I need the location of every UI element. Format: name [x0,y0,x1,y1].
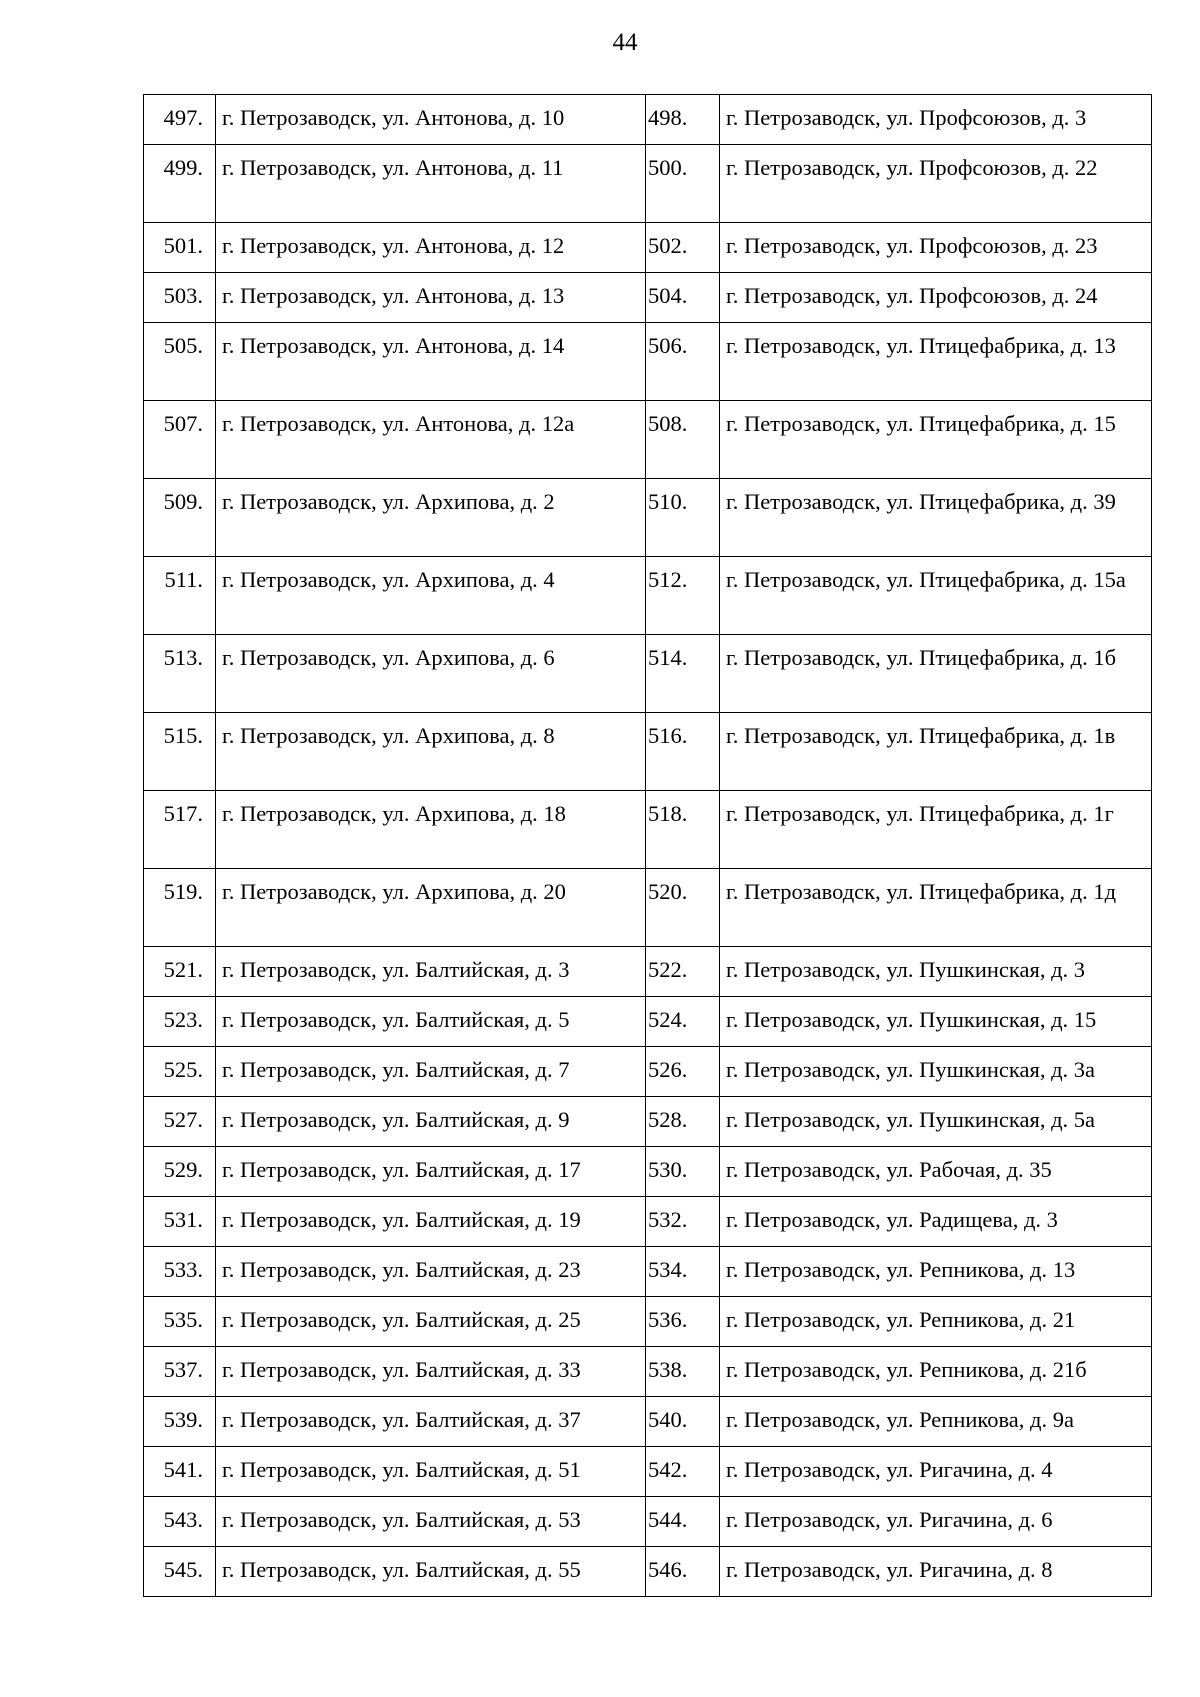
table-row [144,95,1152,145]
table-row [144,713,1152,791]
address-left: г. Петрозаводск, ул. Антонова, д. 12а [216,401,646,479]
address-table-body [144,95,1152,1597]
row-number-left: 539. [144,1397,216,1447]
table-row [144,1197,1152,1247]
address-right: г. Петрозаводск, ул. Птицефабрика, д. 39 [720,479,1152,557]
address-left: г. Петрозаводск, ул. Архипова, д. 18 [216,791,646,869]
address-left: г. Петрозаводск, ул. Антонова, д. 14 [216,323,646,401]
row-number-right: 524. [646,997,720,1047]
page-number: 44 [612,29,638,56]
row-number-right: 526. [646,1047,720,1097]
row-number-left: 519. [144,869,216,947]
row-number-right: 534. [646,1247,720,1297]
address-right: г. Петрозаводск, ул. Ригачина, д. 4 [720,1447,1152,1497]
row-number-right: 522. [646,947,720,997]
row-number-right: 500. [646,145,720,223]
row-number-left: 501. [144,223,216,273]
address-table [143,94,1152,1597]
row-number-left: 499. [144,145,216,223]
row-number-right: 532. [646,1197,720,1247]
row-number-left: 543. [144,1497,216,1547]
address-right: г. Петрозаводск, ул. Репникова, д. 21 [720,1297,1152,1347]
address-left: г. Петрозаводск, ул. Антонова, д. 13 [216,273,646,323]
address-right: г. Петрозаводск, ул. Профсоюзов, д. 3 [720,95,1152,145]
row-number-left: 537. [144,1347,216,1397]
table-row [144,223,1152,273]
row-number-right: 530. [646,1147,720,1197]
row-number-right: 544. [646,1497,720,1547]
address-right: г. Петрозаводск, ул. Птицефабрика, д. 1г [720,791,1152,869]
address-right: г. Петрозаводск, ул. Птицефабрика, д. 1в [720,713,1152,791]
row-number-right: 520. [646,869,720,947]
address-left: г. Петрозаводск, ул. Архипова, д. 6 [216,635,646,713]
row-number-left: 515. [144,713,216,791]
address-left: г. Петрозаводск, ул. Балтийская, д. 7 [216,1047,646,1097]
address-left: г. Петрозаводск, ул. Балтийская, д. 9 [216,1097,646,1147]
row-number-left: 541. [144,1447,216,1497]
table-row [144,1447,1152,1497]
row-number-left: 517. [144,791,216,869]
address-right: г. Петрозаводск, ул. Репникова, д. 21б [720,1347,1152,1397]
row-number-left: 545. [144,1547,216,1597]
address-left: г. Петрозаводск, ул. Балтийская, д. 37 [216,1397,646,1447]
row-number-left: 507. [144,401,216,479]
table-row [144,145,1152,223]
address-right: г. Петрозаводск, ул. Радищева, д. 3 [720,1197,1152,1247]
address-left: г. Петрозаводск, ул. Балтийская, д. 17 [216,1147,646,1197]
address-right: г. Петрозаводск, ул. Профсоюзов, д. 24 [720,273,1152,323]
address-left: г. Петрозаводск, ул. Архипова, д. 2 [216,479,646,557]
address-left: г. Петрозаводск, ул. Балтийская, д. 53 [216,1497,646,1547]
address-left: г. Петрозаводск, ул. Архипова, д. 20 [216,869,646,947]
row-number-right: 502. [646,223,720,273]
address-right: г. Петрозаводск, ул. Пушкинская, д. 3 [720,947,1152,997]
address-right: г. Петрозаводск, ул. Птицефабрика, д. 15 [720,401,1152,479]
address-left: г. Петрозаводск, ул. Антонова, д. 10 [216,95,646,145]
address-left: г. Петрозаводск, ул. Балтийская, д. 3 [216,947,646,997]
row-number-left: 497. [144,95,216,145]
address-right: г. Петрозаводск, ул. Птицефабрика, д. 15а [720,557,1152,635]
address-left: г. Петрозаводск, ул. Антонова, д. 11 [216,145,646,223]
row-number-left: 509. [144,479,216,557]
address-right: г. Петрозаводск, ул. Птицефабрика, д. 1б [720,635,1152,713]
row-number-left: 511. [144,557,216,635]
address-right: г. Петрозаводск, ул. Пушкинская, д. 3а [720,1047,1152,1097]
address-left: г. Петрозаводск, ул. Балтийская, д. 55 [216,1547,646,1597]
address-right: г. Петрозаводск, ул. Птицефабрика, д. 1д [720,869,1152,947]
row-number-left: 535. [144,1297,216,1347]
address-right: г. Петрозаводск, ул. Репникова, д. 9а [720,1397,1152,1447]
row-number-right: 538. [646,1347,720,1397]
row-number-left: 505. [144,323,216,401]
address-right: г. Петрозаводск, ул. Ригачина, д. 6 [720,1497,1152,1547]
row-number-right: 542. [646,1447,720,1497]
table-row [144,557,1152,635]
address-left: г. Петрозаводск, ул. Архипова, д. 8 [216,713,646,791]
row-number-right: 508. [646,401,720,479]
address-right: г. Петрозаводск, ул. Пушкинская, д. 15 [720,997,1152,1047]
table-row [144,635,1152,713]
address-left: г. Петрозаводск, ул. Балтийская, д. 5 [216,997,646,1047]
table-row [144,1547,1152,1597]
address-right: г. Петрозаводск, ул. Профсоюзов, д. 23 [720,223,1152,273]
table-row [144,1347,1152,1397]
row-number-left: 531. [144,1197,216,1247]
row-number-right: 528. [646,1097,720,1147]
address-right: г. Петрозаводск, ул. Профсоюзов, д. 22 [720,145,1152,223]
table-row [144,1497,1152,1547]
table-row [144,869,1152,947]
row-number-right: 498. [646,95,720,145]
row-number-left: 523. [144,997,216,1047]
row-number-right: 518. [646,791,720,869]
table-row [144,791,1152,869]
row-number-left: 503. [144,273,216,323]
row-number-left: 533. [144,1247,216,1297]
table-row [144,401,1152,479]
address-right: г. Петрозаводск, ул. Рабочая, д. 35 [720,1147,1152,1197]
row-number-right: 510. [646,479,720,557]
address-left: г. Петрозаводск, ул. Балтийская, д. 19 [216,1197,646,1247]
row-number-right: 506. [646,323,720,401]
address-right: г. Петрозаводск, ул. Птицефабрика, д. 13 [720,323,1152,401]
row-number-right: 516. [646,713,720,791]
row-number-left: 521. [144,947,216,997]
address-right: г. Петрозаводск, ул. Репникова, д. 13 [720,1247,1152,1297]
table-row [144,1147,1152,1197]
table-row [144,997,1152,1047]
row-number-left: 513. [144,635,216,713]
table-row [144,1247,1152,1297]
address-right: г. Петрозаводск, ул. Пушкинская, д. 5а [720,1097,1152,1147]
table-row [144,323,1152,401]
row-number-right: 514. [646,635,720,713]
table-row [144,273,1152,323]
row-number-right: 504. [646,273,720,323]
row-number-left: 525. [144,1047,216,1097]
table-row [144,1397,1152,1447]
address-left: г. Петрозаводск, ул. Балтийская, д. 25 [216,1297,646,1347]
table-row [144,479,1152,557]
table-row [144,1297,1152,1347]
address-left: г. Петрозаводск, ул. Балтийская, д. 23 [216,1247,646,1297]
row-number-left: 529. [144,1147,216,1197]
row-number-right: 536. [646,1297,720,1347]
address-left: г. Петрозаводск, ул. Антонова, д. 12 [216,223,646,273]
table-row [144,1097,1152,1147]
address-left: г. Петрозаводск, ул. Балтийская, д. 51 [216,1447,646,1497]
row-number-left: 527. [144,1097,216,1147]
address-right: г. Петрозаводск, ул. Ригачина, д. 8 [720,1547,1152,1597]
address-left: г. Петрозаводск, ул. Балтийская, д. 33 [216,1347,646,1397]
row-number-right: 546. [646,1547,720,1597]
address-left: г. Петрозаводск, ул. Архипова, д. 4 [216,557,646,635]
row-number-right: 512. [646,557,720,635]
table-row [144,1047,1152,1097]
row-number-right: 540. [646,1397,720,1447]
table-row [144,947,1152,997]
